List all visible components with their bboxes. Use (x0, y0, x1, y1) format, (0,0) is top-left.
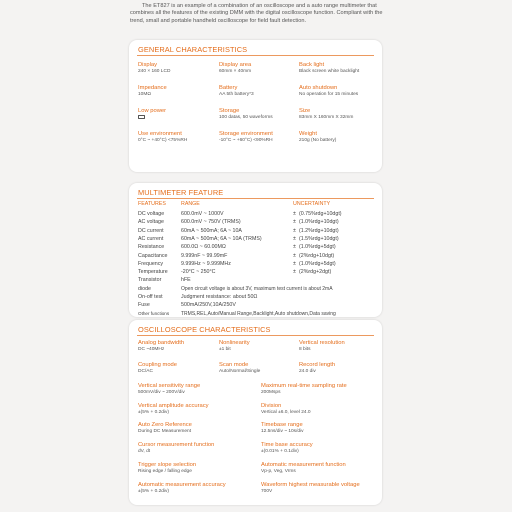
spec-label: Record length (299, 362, 336, 368)
multimeter-feature-card (129, 183, 382, 317)
spec-value: 100 datas, 50 waveforms (219, 115, 273, 120)
spec-value (138, 115, 166, 121)
spec-label: Coupling mode (138, 362, 177, 368)
cell-feature: Frequency (138, 260, 164, 267)
cell-range: 500mA/250V,10A/250V (181, 302, 236, 309)
spec-item (299, 85, 358, 98)
intro-paragraph: The ET827 is an example of a combination of an oscilloscope and a auto range multimeter that combines all the features of the existing DMM with the digital oscilloscope function. Compliant with the trend, small and portable handheld oscilloscope for field fault detection. (130, 3, 383, 24)
spec-label: Use environment (138, 131, 182, 137)
spec-item (261, 442, 313, 455)
spec-label: Vertical amplitude accuracy (138, 402, 209, 409)
spec-value: 200Msps (261, 390, 281, 395)
spec-value: 0°C ~ +40°C) <75%RH (138, 138, 188, 143)
spec-label: Auto Zero Reference (138, 422, 192, 429)
title-divider (137, 335, 374, 336)
cell-unc: (2%rdg+2dgt) (299, 269, 332, 276)
spec-value: Vp-p, Veg, Vrms (261, 468, 296, 474)
spec-label: Storage (219, 108, 240, 114)
spec-value: 12.5ns/div ~ 10s/div (261, 429, 304, 435)
cell-pm: ± (293, 252, 296, 259)
cell-unc: (1.2%rdg+10dgt) (299, 227, 339, 234)
spec-value: 83mm X 160mm X 32mm (299, 115, 354, 120)
cell-range: -20°C ~ 250°C (181, 269, 216, 276)
spec-label: Battery (219, 85, 238, 91)
spec-label: Vertical resolution (299, 340, 345, 346)
spec-label: Nonlinearity (219, 340, 250, 346)
spec-item (138, 362, 177, 375)
spec-value: ±(5% + 0.2div) (138, 488, 170, 494)
spec-item (138, 462, 196, 475)
title-divider (137, 55, 374, 56)
spec-item (261, 403, 311, 416)
spec-item (219, 362, 260, 375)
spec-value: 500mV/div ~ 200V/div (138, 390, 185, 395)
spec-item (261, 482, 360, 495)
cell-feature: diode (138, 285, 151, 292)
cell-unc: (1.0%rdg+5dgt) (299, 260, 336, 267)
spec-item (299, 340, 345, 353)
cell-pm: ± (293, 260, 296, 267)
spec-item (261, 462, 346, 475)
spec-value: 240 × 160 LCD (138, 69, 171, 74)
cell-pm: ± (293, 244, 296, 251)
spec-label: Low power (138, 108, 167, 114)
cell-feature: AC current (138, 235, 164, 242)
cell-feature: Temperature (138, 269, 168, 276)
title-divider (137, 198, 374, 199)
spec-label: Trigger slope selection (138, 461, 197, 468)
spec-value: 210g (No battery) (299, 138, 337, 143)
spec-value: AA 5th battery*3 (219, 92, 254, 97)
spec-item (138, 422, 192, 435)
cell-feature: Other functions (138, 310, 170, 316)
spec-label: Auto shutdown (299, 85, 338, 91)
cell-range: TRMS,REL,Auto/Manual Range,Backlight,Auto shutdown,Data saving (181, 310, 336, 317)
cell-pm: ± (293, 211, 296, 217)
spec-value: ±1 bit (219, 347, 231, 352)
spec-item (261, 422, 304, 435)
multimeter-feature-title: MULTIMETER FEATURE (138, 188, 224, 197)
spec-label: Timebase range (261, 422, 303, 429)
spec-label: Impedance (138, 85, 167, 91)
cell-unc: (2%rdg+10dgt) (299, 252, 335, 259)
spec-value: 24.0 div (299, 369, 316, 374)
spec-item (219, 85, 254, 98)
spec-value: -10°C ~ +60°C) <90%RH (219, 138, 273, 143)
spec-label: Weight (299, 131, 317, 137)
spec-item (219, 108, 273, 121)
spec-label: Waveform highest measurable voltage (261, 481, 360, 488)
spec-label: Storage environment (219, 131, 273, 137)
cell-pm: ± (293, 269, 296, 276)
spec-value: Vertical ±6.0, level 24.0 (261, 409, 311, 415)
spec-item (138, 442, 214, 455)
spec-item (138, 62, 170, 75)
cell-range: 9.999Hz ~ 9.999MHz (181, 260, 231, 267)
spec-value: DC ~40MHz (138, 347, 165, 352)
spec-item (299, 362, 335, 375)
spec-value: Rising edge / falling edge (138, 468, 192, 474)
general-characteristics-title: GENERAL CHARACTERISTICS (138, 45, 248, 54)
spec-value: 10MΩ (138, 92, 151, 97)
cell-feature: DC current (138, 227, 164, 234)
cell-range: hFE (181, 277, 191, 284)
multimeter-table-header (138, 201, 378, 212)
cell-unc: (1.0%rdg+5dgt) (299, 244, 336, 251)
cell-feature: On-off test (138, 294, 163, 300)
cell-feature: Transistor (138, 277, 162, 284)
spec-item (299, 108, 353, 121)
general-characteristics-card (129, 40, 382, 172)
spec-value: ±(0.01% + 0.1div) (261, 449, 299, 455)
spec-item (299, 131, 336, 144)
spec-value: 700V (261, 488, 273, 494)
spec-label: Size (299, 108, 311, 114)
spec-item (138, 108, 166, 121)
spec-value: During DC Measurement (138, 429, 192, 435)
spec-label: Scan mode (219, 362, 249, 368)
features-header: FEATURES (138, 201, 166, 207)
spec-value: Auto/Normal/Single (219, 369, 261, 374)
spec-item (138, 482, 226, 495)
spec-value: ±(5% + 0.2div) (138, 409, 170, 415)
spec-label: Display (138, 62, 158, 68)
spec-label: Automatic measurement function (261, 461, 346, 468)
cell-range: 9.999nF ~ 99.99mF (181, 252, 228, 259)
cell-range: 60mA ~ 500mA; 6A ~ 10A (181, 227, 242, 234)
cell-feature: DC voltage (138, 211, 165, 217)
spec-label: Automatic measurement accuracy (138, 481, 226, 488)
range-header: RANGE (181, 201, 200, 207)
spec-label: Vertical sensitivity range (138, 383, 201, 389)
cell-pm: ± (293, 227, 296, 234)
cell-range: Open circuit voltage is about 3V, maximum test current is about 2mA (181, 285, 333, 292)
spec-label: Display area (219, 62, 252, 68)
cell-feature: Capacitance (138, 252, 168, 259)
cell-range: 600.0mV ~ 750V (TRMS) (181, 219, 241, 226)
spec-value: Black screen white backlight (299, 69, 360, 74)
cell-unc: (1.0%rdg+10dgt) (299, 219, 339, 226)
spec-value: 60mm × 40mm (219, 69, 252, 74)
oscilloscope-characteristics-title: OSCILLOSCOPE CHARACTERISTICS (138, 325, 271, 334)
spec-label: Cursor measurement function (138, 442, 215, 449)
spec-label: Maximum real-time sampling rate (261, 383, 347, 389)
oscilloscope-characteristics-card (129, 320, 382, 505)
spec-value: No operation for 15 minutes (299, 92, 359, 97)
spec-value: DC/AC (138, 369, 153, 374)
cell-range: Judgment resistance: about 50Ω (181, 294, 258, 300)
spec-item (219, 131, 273, 144)
spec-value: dV, dt (138, 449, 151, 455)
spec-label: Division (261, 402, 282, 409)
spec-item (138, 383, 200, 396)
cell-range: 600.0Ω ~ 60.00MΩ (181, 244, 226, 251)
cell-pm: ± (293, 219, 296, 226)
cell-feature: AC voltage (138, 219, 164, 226)
spec-item (138, 85, 167, 98)
spec-item (261, 383, 347, 396)
cell-range: 600.0mV ~ 1000V (181, 211, 224, 217)
uncertainty-header: UNCERTAINTY (293, 201, 331, 207)
spec-value: 8 bits (299, 347, 311, 352)
spec-item (138, 340, 184, 353)
cell-unc: (0.75%rdg+10dgt) (299, 211, 342, 217)
spec-label: Back light (299, 62, 325, 68)
cell-feature: Fuse (138, 302, 150, 309)
spec-item (219, 62, 251, 75)
cell-unc: (1.5%rdg+10dgt) (299, 235, 339, 242)
spec-item (138, 131, 187, 144)
cell-pm: ± (293, 235, 296, 242)
spec-item (299, 62, 359, 75)
battery-icon (138, 115, 145, 119)
spec-label: Analog bandwidth (138, 340, 185, 346)
spec-label: Time base accuracy (261, 442, 313, 449)
spec-item (138, 403, 209, 416)
cell-feature: Resistance (138, 244, 165, 251)
spec-item (219, 340, 250, 353)
cell-range: 60mA ~ 500mA; 6A ~ 10A (TRMS) (181, 235, 262, 242)
